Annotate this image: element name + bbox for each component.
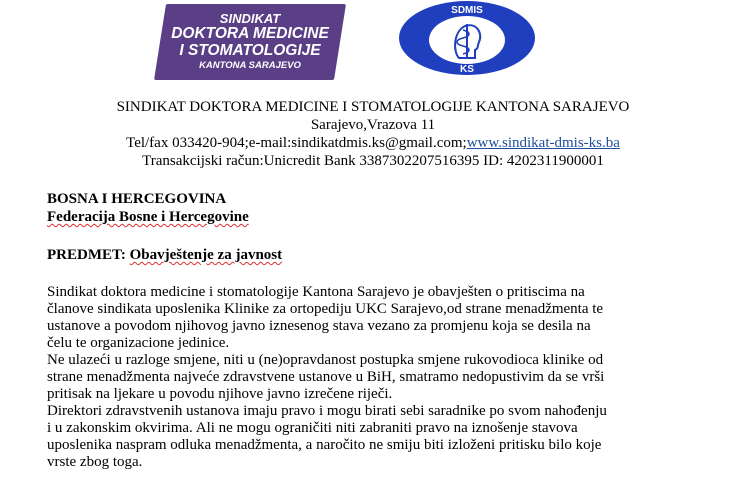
subject-label: PREDMET: [47,247,126,263]
paragraph-line: čelu te organizacione jedinice. [47,335,230,351]
website-link[interactable]: www.sindikat-dmis-ks.ba [466,135,620,151]
body-paragraph-3 [47,403,607,471]
logo-line-2: DOKTORA MEDICINE [171,25,329,42]
seal-bottom-text: KS [460,64,474,75]
logo-line-1: SINDIKAT [219,11,281,26]
seal-top-text: SDMIS [451,5,483,16]
logo-line-4: KANTONA SARAJEVO [199,60,301,71]
recipient-federation-text: Federacija Bosne i Hercegovine [47,209,249,225]
union-logo-banner [160,4,340,80]
paragraph-line: ustanove a povodom njihovog javno iznesenog stava vezano za promjenu koja se desila na [47,318,591,334]
subject-text: Obavještenje za javnost [129,247,283,263]
body-paragraph-2 [47,352,604,403]
paragraph-line: i u zakonskim okvirima. Ali ne mogu ograničiti niti zabraniti pravo na iznošenje stavova [47,420,578,436]
paragraph-line: strane menadžmenta najveće zdravstvene ustanove u BiH, smatramo nedopustivim da se vrši [47,369,605,385]
sdmis-seal-logo [397,0,537,76]
paragraph-line: Ne ulazeći u razloge smjene, niti u (ne)opravdanost postupka smjene rukovodioca klinike od [47,352,604,368]
bank-account-line: Transakcijski račun:Unicredit Bank 3387302207516395 ID: 4202311900001 [142,153,604,169]
contact-details: Tel/fax 033420-904;e-mail:sindikatdmis.ks@gmail.com; [126,135,467,151]
paragraph-line: Direktori zdravstvenih ustanova imaju pravo i mogu birati sebi saradnike po svom nahođenju [47,403,607,419]
paragraph-line: uposlenika naspram odluka menadžmenta, a naročito ne smiju biti izloženi pritisku bilo koje [47,437,602,453]
subject-line [47,247,282,264]
body-paragraph-1 [47,284,603,352]
paragraph-line: vrste zbog toga. [47,454,143,470]
organization-address: Sarajevo,Vrazova 11 [310,117,436,133]
letterhead [0,98,746,170]
recipient-federation [47,209,249,226]
organization-name: SINDIKAT DOKTORA MEDICINE I STOMATOLOGIJE KANTONA SARAJEVO [116,99,630,115]
contact-line [0,134,746,152]
paragraph-line: članove sindikata uposlenika Klinike za ortopediju UKC Sarajevo,od strane menadžmenta te [47,301,604,317]
paragraph-line: pritisak na ljekare u povodu njihove javno izrečene riječi. [47,386,393,402]
paragraph-line: Sindikat doktora medicine i stomatologije Kantona Sarajevo je obavješten o pritiscima na [47,284,585,300]
sdmis-seal-icon [397,0,537,76]
logo-line-3: I STOMATOLOGIJE [179,42,321,59]
recipient-country: BOSNA I HERCEGOVINA [47,191,227,207]
